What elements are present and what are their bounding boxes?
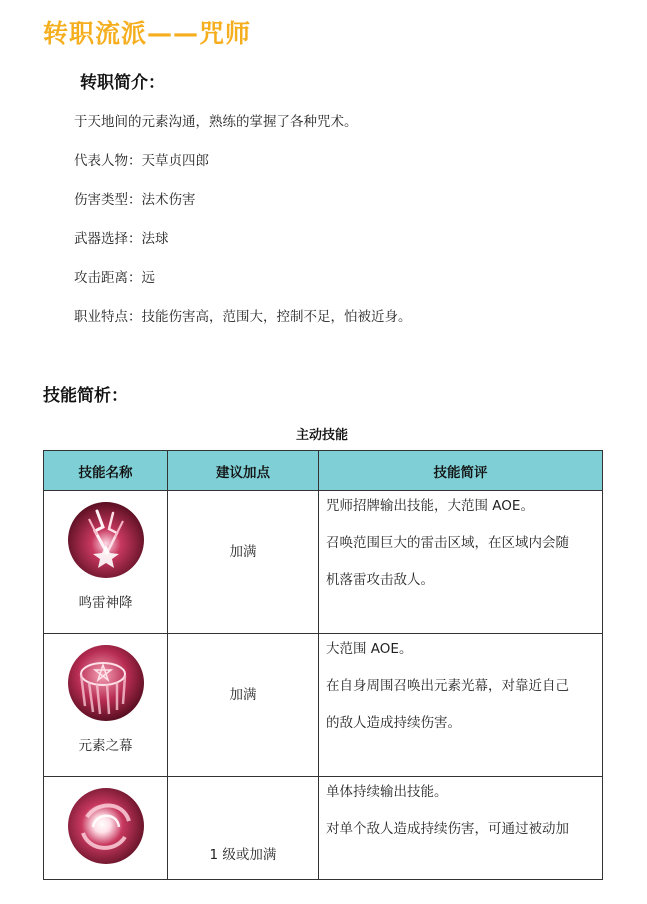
intro-damage-type: 伤害类型：法术伤害 [74,192,196,208]
skill-comment-line: 大范围 AOE。 [326,641,413,657]
skills-heading: 技能简析： [43,386,128,406]
skill-comment-cell [319,777,603,880]
skill-points-cell [168,634,319,777]
skill-name-cell [44,634,168,777]
table-caption: 主动技能 [295,428,348,443]
table-row [44,777,603,880]
skill-comment-line: 机落雷攻击敌人。 [326,572,434,588]
skill-comment-line: 单体持续输出技能。 [326,784,448,800]
skill-comment-cell [319,491,603,634]
skill-points-cell [168,777,319,880]
intro-description: 于天地间的元素沟通，熟练的掌握了各种咒术。 [74,114,358,130]
skill-points: 加满 [229,544,257,560]
table-header-row [44,451,603,491]
intro-representative: 代表人物：天草贞四郎 [74,153,209,169]
column-header-comment: 技能简评 [319,451,603,491]
intro-heading: 转职简介： [80,73,165,93]
intro-weapon: 武器选择：法球 [74,231,169,247]
skill-comment-line: 的敌人造成持续伤害。 [326,715,461,731]
column-header-skill-name: 技能名称 [44,451,168,491]
intro-traits: 职业特点：技能伤害高，范围大，控制不足，怕被近身。 [74,309,412,325]
skill-table [43,450,603,880]
lightning-strike-icon [67,501,145,579]
table-row [44,634,603,777]
skill-name: 鸣雷神降 [78,595,133,611]
intro-range: 攻击距离：远 [74,270,155,286]
skill-name-cell [44,491,168,634]
page-title: 转职流派——咒师 [43,19,252,48]
skill-name: 元素之幕 [78,738,133,754]
skill-comment-cell [319,634,603,777]
spiral-orb-icon [67,787,145,865]
column-header-points: 建议加点 [168,451,319,491]
skill-points: 1 级或加满 [209,847,277,863]
skill-points: 加满 [229,687,257,703]
table-row [44,491,603,634]
skill-comment-line: 咒师招牌输出技能，大范围 AOE。 [326,498,534,514]
elemental-curtain-icon [67,644,145,722]
skill-comment-line: 对单个敌人造成持续伤害，可通过被动加 [326,821,569,837]
skill-comment-line: 召唤范围巨大的雷击区域，在区域内会随 [326,535,569,551]
skill-comment-line: 在自身周围召唤出元素光幕，对靠近自己 [326,678,569,694]
skill-name-cell [44,777,168,880]
skill-points-cell [168,491,319,634]
